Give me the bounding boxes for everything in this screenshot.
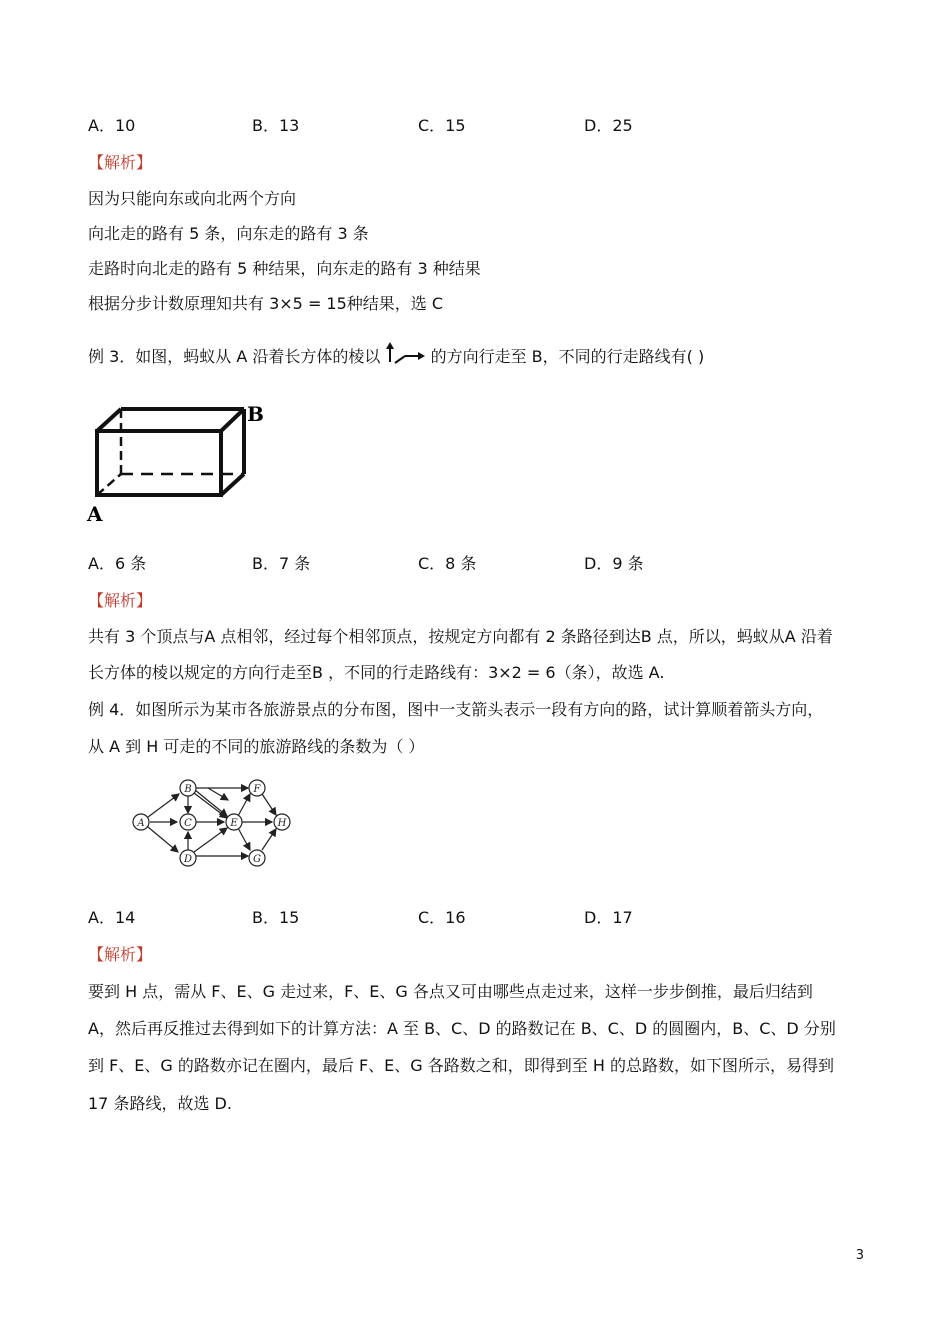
cuboid-figure: [84, 398, 274, 526]
tourist-route-diagram: [128, 776, 303, 872]
q3-solution-line-1: 共有 3 个顶点与A 点相邻，经过每个相邻顶点，按规定方向都有 2 条路径到达B 点，所以，蚂蚁从A 沿着: [88, 627, 833, 646]
q4-option-c: C．16: [418, 908, 466, 927]
q4-jiexi-label: 【解析】: [88, 945, 153, 964]
q4-option-d: D．17: [584, 908, 633, 927]
q4-solution-line-2: A，然后再反推过去得到如下的计算方法：A 至 B、C、D 的路数记在 B、C、D 的圆圈内，B、C、D 分别: [88, 1019, 836, 1038]
q4-stem-line-1: 例 4．如图所示为某市各旅游景点的分布图，图中一支箭头表示一段有方向的路，试计算顺着箭头方向，: [88, 700, 824, 719]
q2-jiexi-label: 【解析】: [88, 153, 153, 172]
q3-option-d: D．9 条: [584, 554, 644, 573]
q2-solution-line-2: 向北走的路有 5 条，向东走的路有 3 条: [88, 224, 369, 243]
q4-stem-line-2: 从 A 到 H 可走的不同的旅游路线的条数为（ ）: [88, 737, 425, 756]
node-label-b: B: [184, 784, 192, 795]
q3-solution-line-2: 长方体的棱以规定的方向行走至B ，不同的行走路线有：3×2 = 6（条），故选 A.: [88, 663, 665, 682]
q3-stem-after: 的方向行走至 B，不同的行走路线有( ): [430, 347, 705, 366]
node-label-h: H: [277, 818, 287, 829]
cuboid-label-b: B: [247, 402, 264, 426]
q3-jiexi-label: 【解析】: [88, 591, 153, 610]
q4-solution-line-3: 到 F、E、G 的路数亦记在圈内，最后 F、E、G 各路数之和，即得到至 H 的总路数，如下图所示，易得到: [88, 1056, 834, 1075]
q4-option-a: A．14: [88, 908, 136, 927]
q2-option-d: D．25: [584, 116, 633, 135]
node-label-c: C: [184, 818, 192, 829]
q4-option-b: B．15: [252, 908, 300, 927]
q2-solution-line-3: 走路时向北走的路有 5 种结果，向东走的路有 3 种结果: [88, 259, 481, 278]
q4-solution-line-1: 要到 H 点，需从 F、E、G 走过来，F、E、G 各点又可由哪些点走过来，这样一步步倒推，最后归结到: [88, 982, 813, 1001]
node-label-f: F: [253, 784, 261, 795]
node-label-d: D: [183, 854, 193, 865]
page-number: 3: [855, 1248, 864, 1263]
direction-arrows-icon: [385, 342, 425, 368]
q2-option-c: C．15: [418, 116, 466, 135]
q3-option-b: B．7 条: [252, 554, 311, 573]
q4-solution-line-4: 17 条路线，故选 D.: [88, 1094, 232, 1113]
q2-solution-line-1: 因为只能向东或向北两个方向: [88, 189, 297, 208]
node-label-a: A: [137, 818, 145, 829]
node-label-g: G: [253, 854, 261, 865]
q2-option-b: B．13: [252, 116, 300, 135]
q3-stem: [88, 342, 704, 368]
node-label-e: E: [230, 818, 238, 829]
cuboid-label-a: A: [87, 502, 103, 526]
q3-option-a: A．6 条: [88, 554, 147, 573]
q3-stem-before: 例 3．如图，蚂蚁从 A 沿着长方体的棱以: [88, 347, 381, 366]
q2-option-a: A．10: [88, 116, 136, 135]
q3-option-c: C．8 条: [418, 554, 477, 573]
q2-solution-line-4: 根据分步计数原理知共有 3×5 = 15种结果，选 C: [88, 294, 444, 313]
